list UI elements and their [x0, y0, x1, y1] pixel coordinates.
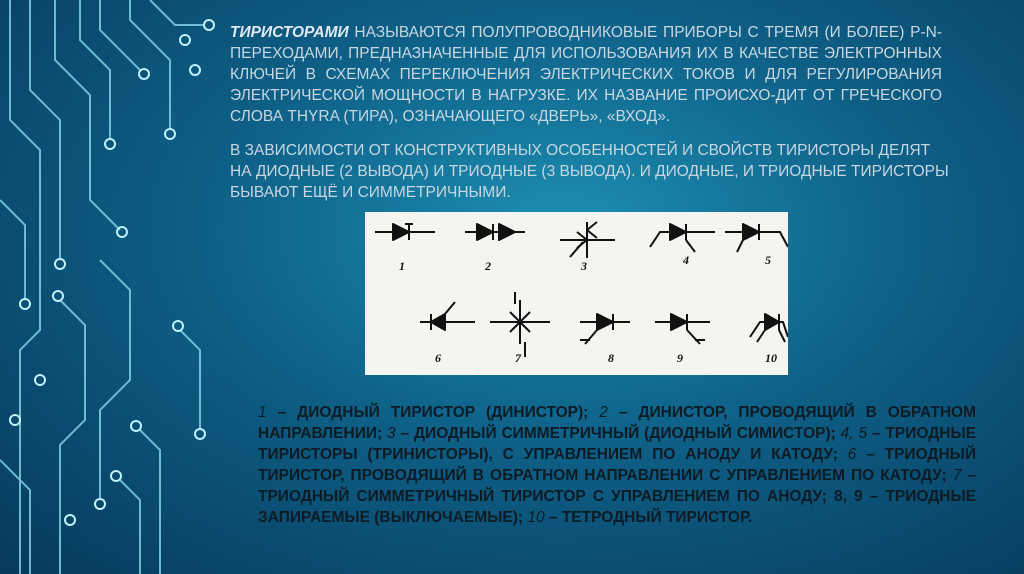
caption-num-4-5: 4, 5 [840, 425, 868, 442]
label-8: 8 [608, 351, 614, 365]
label-9: 9 [677, 351, 683, 365]
symbol-7 [490, 292, 550, 357]
classification-paragraph: В ЗАВИСИМОСТИ ОТ КОНСТРУКТИВНЫХ ОСОБЕННОСТЕЙ И СВОЙСТВ ТИРИСТОРЫ ДЕЛЯТ НА ДИОДНЫЕ (2 ВЫВОДА) И ТРИОДНЫЕ (3 ВЫВОДА). И ДИОДНЫЕ, И ТРИОДНЫЕ ТИРИСТОРЫ БЫВАЮТ ЕЩЁ И СИММЕТРИЧНЫМИ. [230, 142, 949, 201]
intro-paragraph [230, 22, 942, 127]
symbol-3 [560, 222, 615, 258]
figure-caption [258, 402, 976, 528]
caption-text-8-9: – ТРИОДНЫЕ ЗАПИРАЕМЫЕ (ВЫКЛЮЧАЕМЫЕ); [258, 488, 976, 526]
caption-num-8-9: 8, 9 [834, 488, 863, 505]
label-7: 7 [515, 351, 521, 365]
caption-text-1: – ДИОДНЫЙ ТИРИСТОР (ДИНИСТОР); [266, 404, 600, 421]
label-6: 6 [435, 351, 441, 365]
caption-text-2: – ДИНИСТОР, ПРОВОДЯЩИЙ В ОБРАТНОМ НАПРАВЛЕНИИ; [258, 404, 976, 442]
caption-num-3: 3 [387, 425, 396, 442]
label-5: 5 [765, 253, 771, 267]
caption-num-7: 7 [952, 467, 962, 484]
caption-num-2: 2 [599, 404, 608, 421]
term-highlight: ТИРИСТОРАМИ [230, 24, 349, 41]
circuit-board-decoration [0, 0, 230, 574]
symbol-10 [750, 314, 788, 342]
thyristor-symbols-figure [365, 212, 788, 375]
intro-text: НАЗЫВАЮТСЯ ПОЛУПРОВОДНИКОВЫЕ ПРИБОРЫ С ТРЕМЯ (И БОЛЕЕ) P-N-ПЕРЕХОДАМИ, ПРЕДНАЗНАЧЕННЫЕ ДЛЯ ИСПОЛЬЗОВАНИЯ ИХ В КАЧЕСТВЕ ЭЛЕКТРОННЫХ КЛЮЧЕЙ В СХЕМАХ ПЕРЕКЛЮЧЕНИЯ ЭЛЕКТРИЧЕСКИХ ТОКОВ И ДЛЯ РЕГУЛИРОВАНИЯ ЭЛЕКТРИЧЕСКОЙ МОЩНОСТИ В НАГРУЗКЕ. ИХ НАЗВАНИЕ ПРОИСХО-ДИТ ОТ ГРЕЧЕСКОГО СЛОВА THYRA (ТИРА), ОЗНАЧАЮЩЕГО «ДВЕРЬ», «ВХОД». [230, 24, 942, 125]
caption-num-6: 6 [847, 446, 857, 463]
caption-num-10: 10 [527, 509, 545, 526]
symbol-4 [650, 224, 715, 252]
caption-text-4-5: – ТРИОДНЫЕ ТИРИСТОРЫ (ТРИНИСТОРЫ), С УПРАВЛЕНИЕМ ПО АНОДУ И КАТОДУ; [258, 425, 976, 463]
symbol-8 [580, 314, 630, 344]
label-3: 3 [581, 259, 587, 273]
caption-num-1: 1 [258, 404, 267, 421]
caption-text-10: – ТЕТРОДНЫЙ ТИРИСТОР. [544, 509, 753, 526]
label-10: 10 [765, 351, 777, 365]
symbol-9 [655, 314, 710, 344]
symbol-1 [375, 224, 435, 240]
symbol-5 [725, 224, 788, 252]
label-1: 1 [399, 259, 405, 273]
symbol-2 [465, 224, 525, 240]
caption-text-3: – ДИОДНЫЙ СИММЕТРИЧНЫЙ (ДИОДНЫЙ СИМИСТОР); [395, 425, 841, 442]
label-2: 2 [485, 259, 491, 273]
caption-text-7: – ТРИОДНЫЙ СИММЕТРИЧНЫЙ ТИРИСТОР С УПРАВЛЕНИЕМ ПО АНОДУ; [258, 467, 976, 505]
symbol-6 [420, 302, 475, 330]
caption-text-6: – ТРИОДНЫЙ ТИРИСТОР, ПРОВОДЯЩИЙ В ОБРАТНОМ НАПРАВЛЕНИИ С УПРАВЛЕНИЕМ ПО КАТОДУ; [258, 446, 976, 484]
label-4: 4 [683, 253, 689, 267]
